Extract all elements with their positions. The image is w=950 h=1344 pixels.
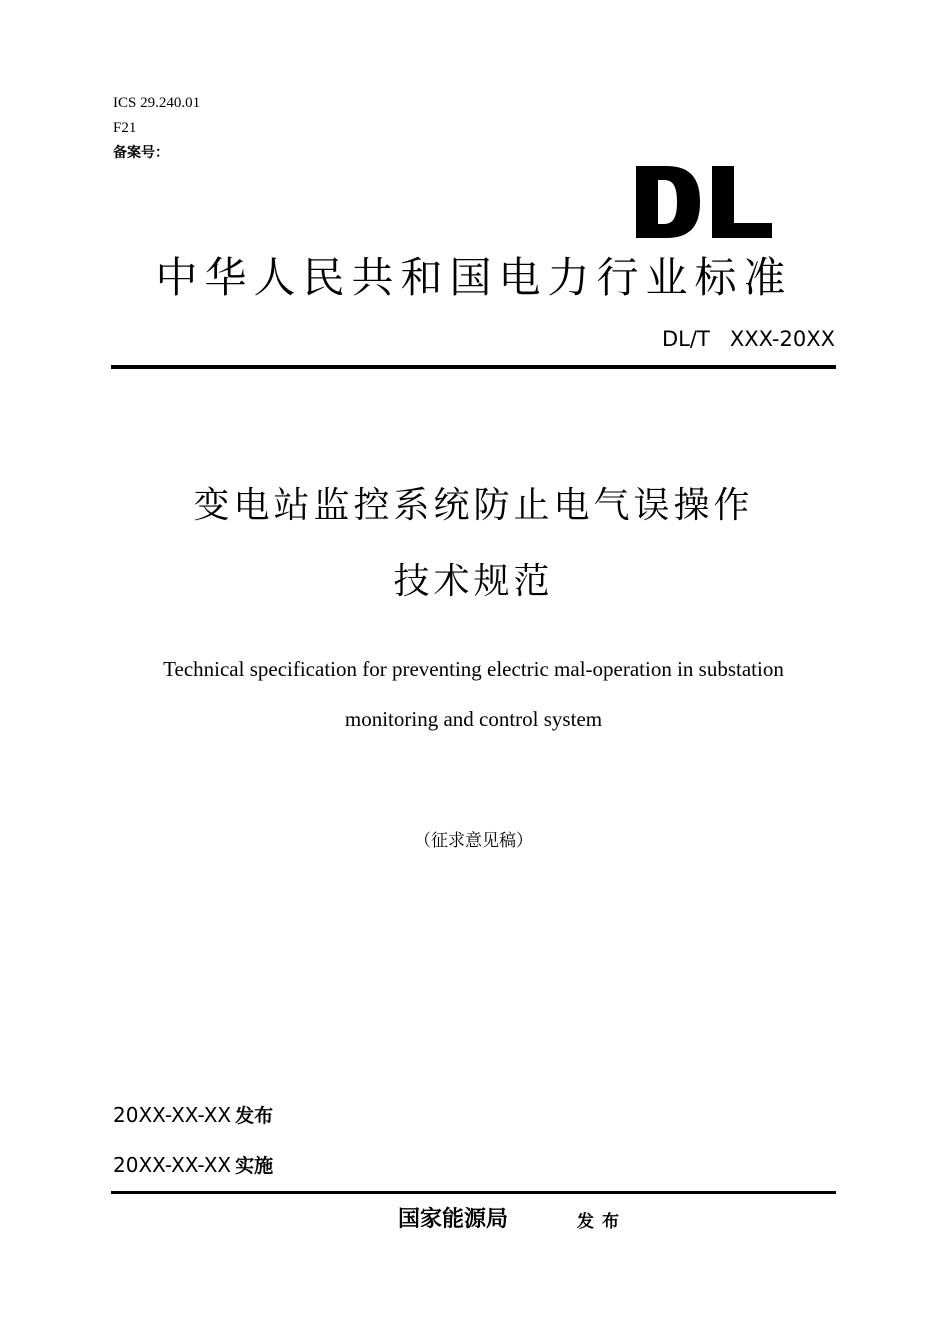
document-title-cn-line1: 变电站监控系统防止电气误操作 [193, 485, 754, 526]
organization-title: 中华人民共和国电力行业标准 [155, 253, 793, 302]
issuing-authority: 国家能源局 [398, 1207, 509, 1232]
footer-divider [111, 1191, 836, 1194]
classification-code: F21 [113, 120, 137, 136]
issuing-action: 发布 [577, 1212, 627, 1232]
implement-date: 20XX-XX-XX [113, 1153, 232, 1177]
implement-label: 实施 [235, 1155, 274, 1177]
header-divider [111, 365, 836, 369]
ics-code: ICS 29.240.01 [113, 95, 201, 111]
dl-logo [636, 166, 772, 238]
document-title-en-line1: Technical specification for preventing electric mal-operation in substation [163, 657, 784, 681]
issue-date-line [113, 1102, 273, 1129]
issue-label: 发布 [235, 1105, 274, 1127]
standard-number: DL/T XXX-20XX [662, 327, 835, 351]
draft-status: （征求意见稿） [414, 831, 533, 851]
record-number-label: 备案号： [113, 145, 169, 161]
document-title-cn-line2: 技术规范 [393, 561, 554, 602]
document-title-en-line2: monitoring and control system [344, 707, 603, 731]
issue-date: 20XX-XX-XX [113, 1103, 232, 1127]
implement-date-line [113, 1152, 273, 1179]
